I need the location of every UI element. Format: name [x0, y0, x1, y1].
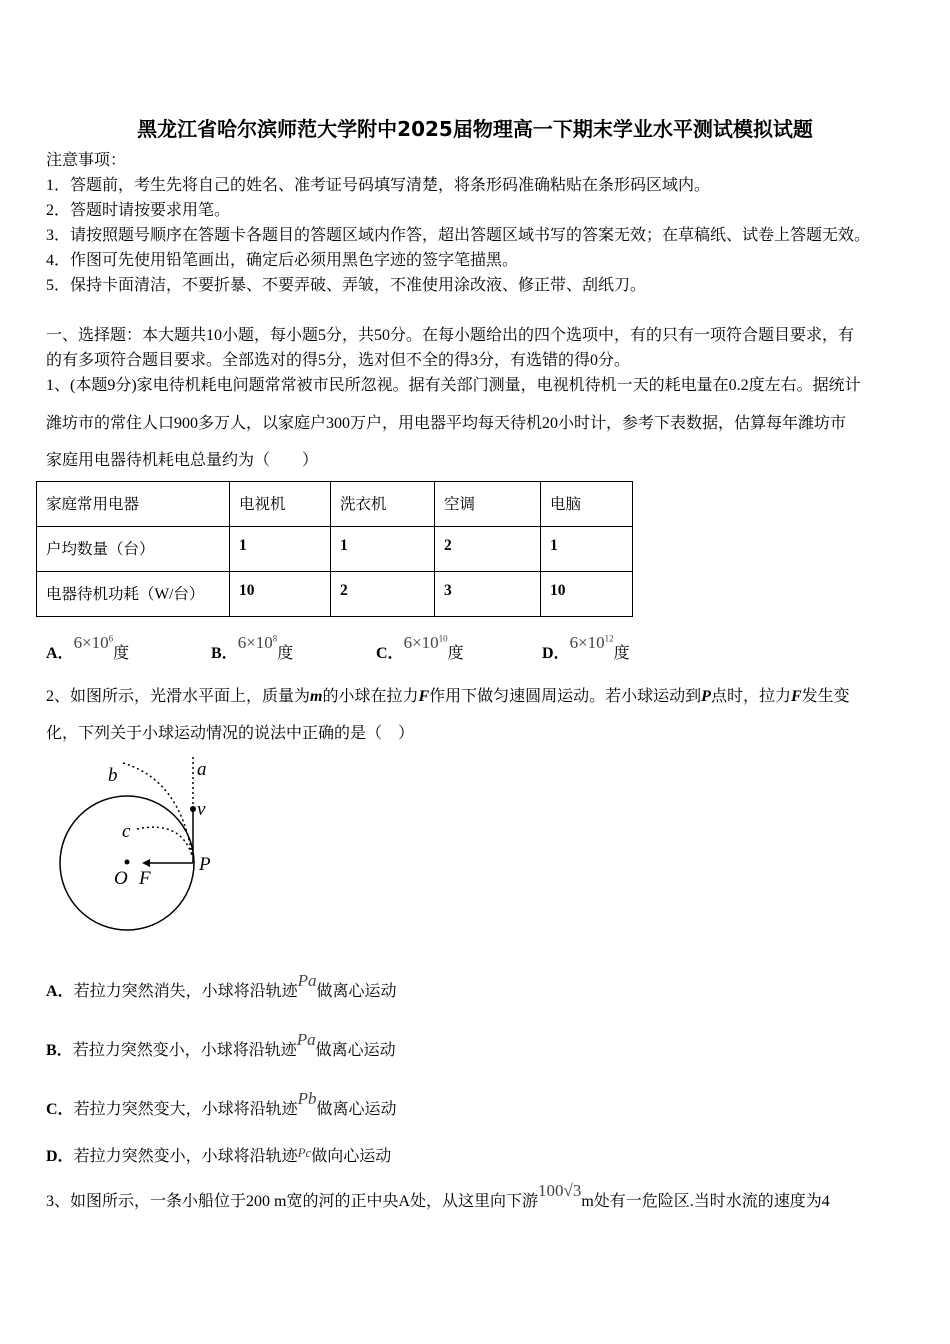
section-intro: 一、选择题：本大题共10小题，每小题5分，共50分。在每小题给出的四个选项中，有的只有一项符合题目要求，有 [46, 327, 855, 344]
option-label: A． [46, 645, 74, 662]
table-cell: 电视机 [230, 482, 331, 527]
option-label: B． [211, 645, 238, 662]
note-item: 1．答题前，考生先将自己的姓名、准考证号码填写清楚，将条形码准确粘贴在条形码区域内。 [46, 177, 711, 194]
q1-text: 家庭用电器待机耗电总量约为（ ） [46, 452, 319, 469]
math-base: 6×10 [403, 633, 439, 652]
option-label: C． [376, 645, 404, 662]
table-cell: 10 [230, 572, 331, 617]
text: 2、如图所示，光滑水平面上，质量为 [46, 688, 311, 705]
note-item: 5．保持卡面清洁，不要折暴、不要弄破、弄皱，不准使用涂改液、修正带、刮纸刀。 [46, 277, 647, 294]
section-intro: 的有多项符合题目要求。全部选对的得5分，选对但不全的得3分，有选错的得0分。 [46, 352, 631, 369]
symbol: m [310, 688, 323, 705]
option-math: Pc [297, 1145, 312, 1160]
q3-text [46, 1181, 830, 1212]
option-label: A． [46, 983, 74, 1000]
option-unit: 度 [613, 645, 630, 662]
q2-option-b[interactable] [46, 1030, 396, 1060]
q2-option-c[interactable] [46, 1089, 397, 1119]
option-unit: 度 [277, 645, 294, 662]
trajectory-b [123, 763, 192, 855]
symbol: P [701, 688, 711, 705]
q2-text: 化，下列关于小球运动情况的说法中正确的是（ ） [46, 725, 415, 742]
table-cell: 户均数量（台） [37, 527, 230, 572]
symbol: F [418, 688, 430, 705]
option-label: B． [46, 1042, 73, 1059]
option-math: Pb [297, 1089, 317, 1108]
text: 作用下做匀速圆周运动。若小球运动到 [429, 688, 702, 705]
math-base: 6×10 [569, 633, 605, 652]
trajectory-c [137, 827, 192, 855]
table-cell: 电器待机功耗（W/台） [37, 572, 230, 617]
velocity-dot [190, 806, 196, 812]
q2-option-a[interactable] [46, 971, 397, 1001]
center-dot [125, 860, 130, 865]
option-text: 做离心运动 [316, 1101, 397, 1118]
option-text: 做向心运动 [311, 1148, 392, 1165]
table-cell: 1 [541, 527, 633, 572]
math-exponent: 6 [108, 633, 114, 644]
table-cell: 洗衣机 [331, 482, 435, 527]
option-text: 若拉力突然消失，小球将沿轨迹 [73, 983, 298, 1000]
option-math: Pa [296, 1030, 316, 1049]
math-base: 6×10 [73, 633, 109, 652]
label-v: v [197, 799, 206, 820]
text: 发生变 [801, 688, 850, 705]
symbol: F [790, 688, 802, 705]
option-text: 若拉力突然变小，小球将沿轨迹 [73, 1148, 298, 1165]
math-exponent: 12 [604, 633, 614, 644]
note-item: 2．答题时请按要求用笔。 [46, 202, 231, 219]
table-cell: 空调 [435, 482, 541, 527]
math-exponent: 8 [272, 633, 278, 644]
label-f: F [139, 868, 151, 889]
label-b: b [108, 765, 118, 786]
note-item: 4．作图可先使用铅笔画出，确定后必须用黑色字迹的签字笔描黑。 [46, 252, 519, 269]
table-cell: 1 [230, 527, 331, 572]
math-expression: 100√3 [538, 1181, 582, 1200]
math-base: 6×10 [237, 633, 273, 652]
table-cell: 3 [435, 572, 541, 617]
notes-heading: 注意事项： [46, 152, 127, 169]
arrowhead-icon [142, 859, 150, 867]
label-o: O [114, 868, 128, 889]
table-cell: 家庭常用电器 [37, 482, 230, 527]
page-title: 黑龙江省哈尔滨师范大学附中2025届物理高一下期末学业水平测试模拟试题 [137, 117, 813, 141]
text: m处有一危险区.当时水流的速度为4 [581, 1193, 830, 1210]
q1-text: 潍坊市的常住人口900多万人，以家庭户300万户，用电器平均每天待机20小时计，参考下表数据，估算每年潍坊市 [46, 415, 847, 432]
option-text: 若拉力突然变小，小球将沿轨迹 [72, 1042, 297, 1059]
option-text: 若拉力突然变大，小球将沿轨迹 [73, 1101, 298, 1118]
math-exponent: 10 [438, 633, 448, 644]
q2-option-d[interactable] [46, 1143, 391, 1166]
text: 的小球在拉力 [322, 688, 419, 705]
text: 3、如图所示，一条小船位于200 m宽的河的正中央A处，从这里向下游 [46, 1193, 539, 1210]
table-cell: 1 [331, 527, 435, 572]
option-math: Pa [297, 971, 317, 990]
q1-text: 1、(本题9分)家电待机耗电问题常常被市民所忽视。据有关部门测量，电视机待机一天的耗电量在0.2度左右。据统计 [46, 377, 861, 394]
label-c: c [122, 821, 131, 842]
option-text: 做离心运动 [315, 1042, 396, 1059]
note-item: 3．请按照题号顺序在答题卡各题目的答题区域内作答，超出答题区域书写的答案无效；在草稿纸、试卷上答题无效。 [46, 227, 871, 244]
option-unit: 度 [113, 645, 130, 662]
table-cell: 2 [435, 527, 541, 572]
option-label: C． [46, 1101, 74, 1118]
option-label: D． [46, 1148, 74, 1165]
label-p: P [199, 854, 211, 875]
table-cell: 2 [331, 572, 435, 617]
table-cell: 电脑 [541, 482, 633, 527]
label-a: a [197, 759, 207, 780]
table-cell: 10 [541, 572, 633, 617]
option-text: 做离心运动 [316, 983, 397, 1000]
text: 点时，拉力 [710, 688, 791, 705]
option-label: D． [542, 645, 570, 662]
option-unit: 度 [447, 645, 464, 662]
